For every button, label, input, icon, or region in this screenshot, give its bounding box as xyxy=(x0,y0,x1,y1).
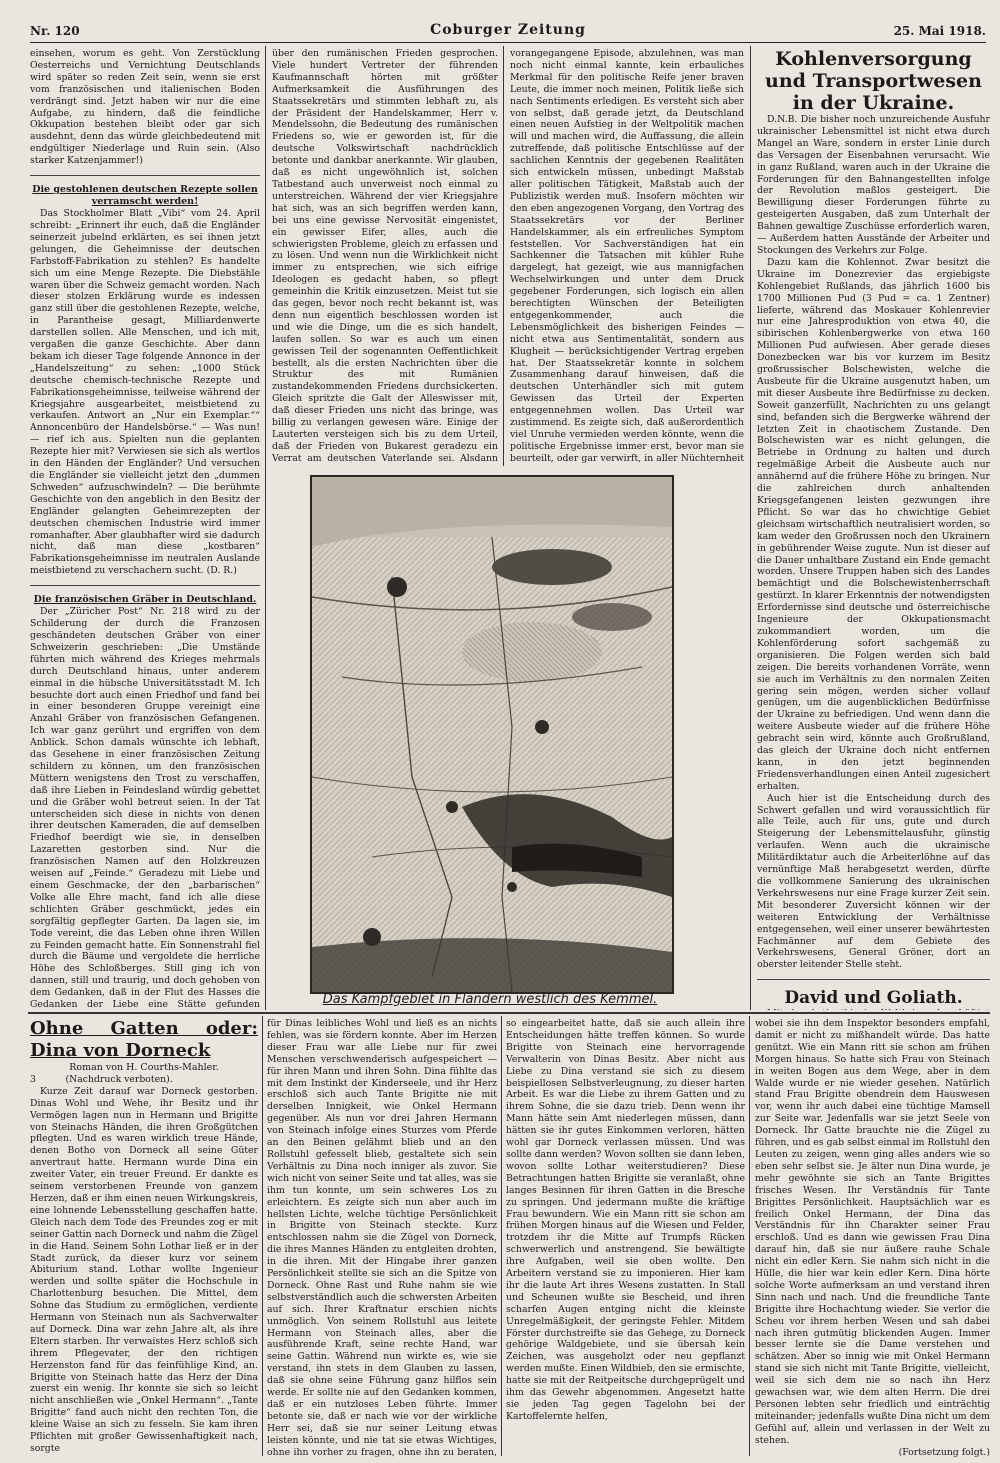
serial-text: wobei sie ihn dem Inspektor besonders empfahl, damit er nicht zu mißhandelt würde. Das hatte genützt. Wie ein Mann ritt sie schon am frühen Morgen hinaus. So hatte sich Frau von Steinach in weiten Bogen aus dem Wege, aber in dem Walde wurde er nie wieder gesehen. Natürlich stand Frau Brigitte obendrein dem Hauswesen vor, wenn ihr auch dabei eine tüchtige Mamsell zur Seite war. Jedenfalls war sie jetzt Seele von Dorneck. Ihr Gatte brauchte nie die Zügel zu führen, und es gab selbst einmal im Rollstuhl den Leuten zu zeigen, wenn ging alles anders wie so eben sehr selbst sie. Je älter nun Dina wurde, je mehr gewöhnte sie sich an Tante Brigittes frisches Wesen. Ihr Verständnis für Tante Brigittes Persönlichkeit. Hauptsächlich war es freilich Onkel Hermann, der Dina das Verständnis für ihn Charakter seiner Frau erschloß. Und es dann wie gewissen Frau Dina darauf hin, daß sie nur äußere rauhe Schale nicht ein edler Kern. Sie nahm sich nicht in die Hülle, die hier war kein edler Kern. Dina hörte solche Worte aufmerksam an und verstand ihren Sinn nach und nach. Und die freundliche Tante Brigitte ihre Hochachtung wieder. Sie verlor die Scheu vor ihrem herben Wesen und sah dabei nach ihren gutmütig blickenden Augen. Immer besser lernte sie die Dame verstehen und schätzen. Aber so innig wie mit Onkel Hermann stand sie sich nicht mit Tante Brigitte, vielleicht, weil sie sich dem nie so nach ihn Herz gewachsen war, wie dem alten Herrn. Die drei Personen lebten sehr friedlich und einträchtig miteinander; jedenfalls wußte Dina nicht um dem Gefühl auf, allein und verlassen in der Welt zu stehen. xyxy=(755,1018,990,1446)
serial-title: Ohne Gatten oder: Dina von Dorneck xyxy=(30,1018,258,1061)
serial-text: Kurze Zeit darauf war Dorneck gestorben. Dinas Wohl und Wehe, ihr Besitz und ihr Vermögen lagen nun in Hermann und Brigitte von Steinachs Händen, die ihren Großgütchen pflegten. Und es waren wirklich treue Hände, denen Botho von Dorneck all seine Güter anvertraut hatte. Hermann wurde Dina ein zweiter Vater, ein treuer Freund. Er dankte es seinem verstorbenen Freunde von ganzem Herzen, daß er ihm einen neuen Wirkungskreis, eine lohnende Lebensstellung geschaffen hatte. Gleich nach dem Tode des Freundes zog er mit seiner Gattin nach Dorneck und nahm die Zügel in die Hand. Seinem Sohn Lothar ließ er in der Stadt zurück, da dieser kurz vor seinem Abiturium stand. Lothar wollte Ingenieur werden und sollte später die Hochschule in Charlottenburg besuchen. Die Mittel, dem Sohne das Studium zu ermöglichen, verdiente Hermann von Steinach nun als Sachverwalter auf Dorneck. Dina war zehn Jahre alt, als ihre Eltern starben. Ihr verwaistes Herz schloß sich ihrem Pflegevater, der den richtigen Herzenston fand für das feinfühlige Kind, an. Brigitte von Steinach hatte das Herz der Dina zuerst ein wenig. Ihr konnte sie sich so leicht nicht anschließen wie „Onkel Hermann“. „Tante Brigitte“ fand auch nicht den rechten Ton, die kleine Waise an sich zu fesseln. Sie kam ihren Pflichten mit großer Gewissenhaftigkeit nach, sorgte xyxy=(30,1085,258,1454)
serial-text: so eingearbeitet hatte, daß sie auch allein ihre Entscheidungen hätte treffen können. So wurde Brigitte von Steinach eine hervorragende Verwalterin von Dinas Besitz. Aber nicht aus Liebe zu Dina verstand sie sich zu diesem beispiellosen Selbstverleugnung, zu dieser harten Arbeit. Es war die Liebe zu ihrem Gatten und zu ihrem Sohne, die sie dazu trieb. Denn wenn ihr Mann hätte sein Amt niederlegen müssen, dann hätten sie ihr gutes Einkommen verloren, hätten wohl gar Dorneck verlassen müssen. Und was sollte dann werden? Wovon sollten sie dann leben, wovon sollte Lothar weiterstudieren? Diese Betrachtungen hatten Brigitte sie veranlaßt, ohne langes Besinnen für ihren Gatten in die Bresche zu springen. Und jedermann mußte die kräftige Frau bewundern. Wie ein Mann ritt sie schon am frühen Morgen hinaus auf die Wiesen und Felder, trotzdem ihr die Mitte auf Trumpfs Rücken schwerwerlich und anstrengend. Sie bewältigte ihre Aufgaben, weil sie oben wollte. Den Arbeitern verstand sie zu imponieren. Hier kam ihr die laute Art ihres Wesens zustatten. In Stall und Scheunen wußte sie Bescheid, und ihren scharfen Augen entging nicht die kleinste Unregelmäßigkeit, der geringste Fehler. Mitdem Förster durchstreifte sie das Gehege, zu Dorneck gehörige Waldgebiete, und sie übersah kein Zeichen, was ausgeholzt oder neu gepflanzt werden mußte. Einen Wildbieb, den sie ermischte, hatte sie mit der Reitpeitsche durchgeprügelt und ihm das Gewehr abgenommen. Angesetzt hatte sie jeden Tag gegen Tagelohn bei der Kartoffelernte helfen, xyxy=(506,1018,745,1422)
column-2 xyxy=(272,48,498,466)
issue-number: Nr. 120 xyxy=(30,24,80,38)
article-text xyxy=(757,1008,990,1010)
column-rule xyxy=(265,46,266,1010)
column-rule xyxy=(262,1016,263,1456)
headline-david-goliath: David und Goliath. xyxy=(784,988,963,1009)
map-caption: Das Kampfgebiet in Flandern westlich des Kemmel. xyxy=(322,992,658,1007)
column-rule xyxy=(501,1016,502,1456)
divider xyxy=(30,585,260,586)
reprint-note: (Nachdruck verboten). xyxy=(65,1073,173,1085)
headline-coal-supply: Kohlenversorgung und Transportwesen in der Ukraine. xyxy=(765,48,982,114)
flanders-battle-map xyxy=(310,475,674,994)
column-4 xyxy=(757,48,990,1010)
headline-french-graves: Die französischen Gräber in Deutschland. xyxy=(33,594,257,606)
masthead xyxy=(30,22,986,43)
divider xyxy=(757,979,990,980)
newspaper-title: Coburger Zeitung xyxy=(430,22,586,38)
article-text: Der „Züricher Post“ Nr. 218 wird zu der Schilderung der durch die Franzosen geschändeten deutschen Gräber von einer Schweizerin geschrieben: „Die Umstände führten mich während des Krieges mehrmals durch Deutschland hinaus, unter anderem einmal in die hübsche Universitätsstadt M. Ich besuchte dort auch einen Friedhof und fand bei in einer besonderen Gruppe vereinigt eine Anzahl Gräber von französischen Gefangenen. Ich war ganz gerührt und ergriffen von dem Anblick. Schon damals wünschte ich lebhaft, das Gesehene in einer französischen Zeitung schildern zu können, um den französischen Müttern wenigstens den Trost zu verschaffen, daß ihre Lieben in Feindesland würdig gebettet und die Gräber wohl betreut seien. In der Tat unterscheiden sich diese in nichts von denen ihrer deutschen Kameraden, die auf demselben Friedhof beerdigt wie sie, in denselben Lazaretten gestorben sind. Nur die französischen Namen auf den Holzkreuzen weisen auf „Feinde.“ Geradezu mit Liebe und einem Geschmacke, der den „barbarischen“ Volke alle Ehre macht, fand ich alle diese schlichten Gräber geschmückt, jedes ein sorgfältig gepflegter Garten. Da lagen sie, im Tode vereint, die das Leben ohne ihren Willen zu Feinden gemacht hatte. Ein Sonnenstrahl fiel durch die Bäume und vergoldete die herrliche Höhe des Schloßberges. Still ging ich von dannen, still und traurig, und doch gehoben von dem Gedanken, daß in der Flut des Hasses die Gedanken der Liebe eine Stätte gefunden xyxy=(30,606,260,1010)
column-3 xyxy=(510,48,744,466)
serial-column-1 xyxy=(30,1018,258,1458)
column-rule xyxy=(503,46,504,466)
serial-text: für Dinas leibliches Wohl und ließ es an nichts fehlen, was sie fördern konnte. Aber im Herzen dieser Frau war alle Liebe nur für zwei Menschen verschwenderisch aufgespeichert — für ihren Mann und ihren Sohn. Dina fühlte das mit dem Instinkt der Kinderseele, und ihr Herz erschloß sich auch Tante Brigitte nie mit derselben Innigkeit, wie Onkel Hermann gegenüber. Als nun vor drei Jahren Hermann von Steinach infolge eines Sturzes vom Pferde an den Beinen gelähmt blieb und an den Rollstuhl gefesselt blieb, gestaltete sich sein Verhältnis zu Dina noch inniger als zuvor. Sie wich nicht von seiner Seite und tat alles, was sie ihm tun konnte, um sein schweres Los zu erleichtern. Es zeigte sich nun aber auch im hellsten Lichte, welche tüchtige Persönlichkeit in Brigitte von Steinach steckte. Kurz entschlossen nahm sie die Zügel von Dorneck, die ihres Mannes Händen zu entgleiten drohten, in die ihren. Mit der Hingabe ihrer ganzen Persönlichkeit stellte sie sich an die Spitze von Dorneck. Ohne Rast und Ruhe nahm sie wie selbstverständlich auch die schwersten Arbeiten auf sich. Ihrer Kraftnatur erschien nichts unmöglich. Von seinem Rollstuhl aus leitete Hermann von Steinach alles, aber die ausführende Kraft, seine rechte Hand, war seine Gattin. Während nun wirkte es, wie sie verstand, ihn stets in dem Glauben zu lassen, daß sie ohne seine Führung ganz hilflos sein werde. Er sollte nie auf den Gedanken kommen, daß er ein nutzloses Leben führte. Immer betonte sie, daß er nach wie vor der wirkliche Herr sei, daß sie nur seiner Leitung etwas leisten könnte, und nie tat sie etwas Wichtiges, ohne ihn vorher zu fragen, ohne ihn zu beraten, xyxy=(267,1018,497,1458)
serial-author: Roman von H. Courths-Mahler. xyxy=(69,1062,219,1073)
headline-stolen-recipes: Die gestohlenen deutschen Rezepte sollen verramscht werden! xyxy=(32,184,258,208)
map-illustration xyxy=(312,477,672,992)
serial-column-4 xyxy=(755,1018,990,1458)
continued-note: (Fortsetzung folgt.) xyxy=(898,1446,990,1458)
column-1 xyxy=(30,48,260,1010)
article-text: über den rumänischen Frieden gesprochen. Viele hundert Vertreter der führenden Kaufmannschaft hörten mit größter Aufmerksamkeit die Ausführungen des Staatssekretärs und stimmten lebhaft zu, als der Präsident der Handelskammer, Herr v. Mendelssohn, die Bedeutung des rumänischen Friedens so, wie er geworden ist, für die deutsche Volkswirtschaft nachdrücklich betonte und dankbar anerkannte. Wir glauben, daß es nicht ungewöhnlich ist, solchen Tatbestand auch unverweist noch einmal zu unterstreichen. Während der vier Kriegsjahre hat sich, was an sich begriffen werden kann, bei uns eine gewisse Nervosität eingenistet, ein gewisser Eifer, alles, auch die schwierigsten Probleme, gleich zu erfassen und zu lösen. Und wenn nun die Wirklichkeit nicht immer zu entsprechen, wie sich eifrige Ideologen es gedacht haben, so pflegt gemeinhin die Kritik einzusetzen. Meist tut sie das gegen, bevor noch recht bekannt ist, was denn nun eigentlich beschlossen worden ist und wie die Dinge, um die es sich handelt, laufen sollen. So war es auch um einen gewissen Teil der sogenannten Oeffentlichkeit bestellt, als die ersten Nachrichten über die Struktur des mit Rumänien zustandekommenden Friedens durchsickerten. Gleich spritzte die Galt der Alleswisser mit, daß dieser Frieden uns nicht das bringe, was billig zu verlangen gewesen wäre. Einige der Lauterten versteigen sich bis zu dem Urteil, daß der Frieden von Bukarest geradezu ein Verrat am deutschen Vaterlande sei. Alsdann xyxy=(272,48,498,464)
column-rule xyxy=(750,46,751,1010)
article-text: einsehen, worum es geht. Von Zerstücklung Oesterreichs und Vernichtung Deutschlands wird später so reden Zeit sein, wenn sie erst vom französischen und italienischen Boden verdrängt sind. Jetzt haben wir nur die eine Aufgabe, zu hindern, daß die feindliche Okkupation bestehen bleibt oder gar sich ausdehnt, denn das würde gleichbedeutend mit endgültiger Niederlage und Ruin sein. (Also starker Katzenjammer!) xyxy=(30,48,260,167)
issue-date: 25. Mai 1918. xyxy=(893,24,986,38)
article-text: Auch hier ist die Entscheidung durch des Schwert gefallen und wird voraussichtlich für alle Teile, auch für uns, gute und durch Steigerung der Lebensmittelausfuhr, günstig verlaufen. Wenn auch die ukrainische Militärdiktatur auch die Arbeiterlöhne auf das vernünftige Maß herabgesetzt werden, dürfte die vollkommene Sanierung des ukrainischen Verkehrswesens nur eine Frage kurzer Zeit sein. Mit besonderer Zuversicht können wir der weiteren Entwicklung der Verhältnisse entgegensehen, weil einer unserer bewährtesten Fachmänner auf dem Gebiete des Verkehrswesens, General Gröner, dort an oberster leitender Stelle steht. xyxy=(757,792,990,971)
article-text: Das Stockholmer Blatt „Vibi“ vom 24. April schreibt: „Erinnert ihr euch, daß die Engländer seinerzeit jubelnd erklärten, es sei ihnen jetzt gelungen, die Geheimnisse der deutschen Farbstoff-Fabrikation zu stehlen? Es handelte sich um eine Menge Rezepte. Die Diebstähle waren über die Schweiz gemacht worden. Nach dieser stolzen Erklärung wurde es indessen ganz still über die gestohlenen Rezepte, welche, in Parantheise gesagt, Milliardenwerte darstellen sollen. Alle Menschen, und ich mit, vergaßen die ganze Geschichte. Aber dann bekam ich dieser Tage folgende Annonce in der „Handelszeitung“ zu sehen: „1000 Stück deutsche chemisch-technische Rezepte und Fabrikationsgeheimnisse, teilweise während der Kriegsjahre ausgearbeitet, meistbietend zu verkaufen. Antwort an „Nur ein Exemplar.““ Annoncenbüro der Handelsbörse.“ — Was nun! — rief ich aus. Spielten nun die geplanten Rezepte hier mit? Verwiesen sie sich als wertlos in den Händen der Engländer? Und versuchen die Engländer sie vielleicht jetzt den „dummen Schweden“ aufzuschwindeln? — Die berühmte Geschichte von den angeblich in den Besitz der Engländer gelangten Geheimrezepten der deutschen chemischen Industrie wird immer romanhafter. Aber glaubhafter wird sie dadurch nicht, daß man diese „kostbaren“ Fabrikationsgeheimnisse im neutralen Auslande meistbietend zu verschachern sucht. (D. R.) xyxy=(30,208,260,577)
article-text: Dazu kam die Kohlennot. Zwar besitzt die Ukraine im Donezrevier das ergiebigste Kohlengebiet Rußlands, das jährlich 1600 bis 1700 Millionen Pud (3 Pud = ca. 1 Zentner) lieferte, während das Moskauer Kohlenrevier nur eine Jahresproduktion von etwa 40, die sibirischen Kohlenbergwerke von etwa 160 Millionen Pud aufwiesen. Aber gerade dieses Donezbecken war bis vor kurzem im Besitz großrussischer Bolschewisten, welche die Ausbeute für die Ukraine ausgenutzt haben, um mit dieser Ausbeute ihre Bedürfnisse zu decken. Soweit ganzerfüllt, Nachrichten zu uns gelangt sind, befanden sich die Bergwerke während der letzten Zeit in chaotischem Zustande. Den Bolschewisten war es nicht gelungen, die Betriebe in Ordnung zu halten und durch regelmäßige Arbeit die Ausbeute auch nur annähernd auf die frühere Höhe zu bringen. Nur die zahlreichen durch anhaltenden Kriegsgefangenen leisten gezwungen ihre Pflicht. So war das ho chwichtige Gebiet gleichsam wirtschaftlich neutralisiert worden, so kam weder den Großrussen noch den Ukrainern in gebührender Weise zugute. Nun ist dieser auf die Dauer unhaltbare Zustand ein Ende gemacht worden. Unsere Truppen haben sich des Landes bemächtigt und die Bolschewistenherrschaft gestürzt. In klarer Erkenntnis der notwendigsten Erfordernisse sind deutsche und österreichische Ingenieure der Okkupationsmacht zukommandiert worden, um die Kohlenförderung sofort sachgemäß zu organisieren. Die Folgen werden sich bald zeigen. Die bereits vorhandenen Vorräte, wenn sie auch im Verhältnis zu den normalen Zeiten gering sein mögen, werden sicher vollauf genügen, um die augenblicklichen Bedürfnisse der Ukraine zu befriedigen. Und wenn dann die weitere Ausbeute wieder auf die frühere Höhe gebracht sein wird, könnte auch Großrußland, das gleich der Ukraine doch nicht entfernen kann, in den jetzt beginnenden Friedensverhandlungen einen Anteil zugesichert erhalten. xyxy=(757,256,990,792)
feuilleton-rule xyxy=(28,1012,990,1014)
serial-installment xyxy=(30,1074,258,1086)
column-rule xyxy=(749,1016,750,1456)
serial-column-3 xyxy=(506,1018,745,1458)
article-text: D.N.B. Die bisher noch unzureichende Ausfuhr ukrainischer Lebensmittel ist nicht etwa durch Mangel an Ware, sondern in erster Linie durch das Versagen der Eisenbahnen verursacht. Wie in ganz Rußland, waren auch in der Ukraine die Forderungen für den Bahnangestellten infolge der Revolution maßlos gesteigert. Die Bewilligung dieser Forderungen führte zu gesteigerten Ausgaben, daß zum Unterhalt der Bahnen gewaltige Zuschüsse erforderlich waren, — Außerdem hatten Ausstände der Arbeiter und Stockungen des Verkehrs zur Folge. xyxy=(757,114,990,256)
installment-number: 3 xyxy=(30,1073,36,1085)
serial-column-2 xyxy=(267,1018,497,1458)
article-text: vorangegangene Episode, abzulehnen, was man noch nicht einmal kannte, kein erbauliches Merkmal für den politische Reife jener braven Leute, die immer noch meinen, Politik ließe sich nach Sentiments erledigen. Es versteht sich aber von selbst, daß gerade jetzt, da Deutschland einen neuen Aufstieg in der Weltpolitik machen will und machen wird, die Auffassung, die allein zutreffende, daß politische Entschlüsse auf der sachlichen Kenntnis der gegebenen Realitäten sich entwickeln müssen, unbedingt Maßstab aller politischen Tätigkeit, Maßstab auch der Publizistik werden muß. Insofern möchten wir den eben angezogenen Vorgang, den Vortrag des Staatssekretärs vor der Berliner Handelskammer, als ein erfreuliches Symptom feststellen. Vor Sachverständigen hat ein Sachkenner die Tatsachen mit kühler Ruhe dargelegt, hat gezeigt, wie aus mannigfachen Wechselwirkungen und unter dem Druck gegebener Forderungen, sich logisch ein allen berechtigten Wünschen der Beteiligten entgegenkommender, auch die Lebensmöglichkeit des bisherigen Feindes — nicht etwa aus Sentimentalität, sondern aus Klugheit — berücksichtigender Vertrag ergeben hat. Der Staatssekretär konnte in solchem Zusammenhang darauf hinweisen, daß die deutschen Unterhändler sich mit gutem Gewissen das Urteil der Experten entgegennehmen wollen. Das Urteil war zustimmend. Es zeigte sich, daß außerordentlich viel Unruhe vermieden werden könnte, wenn die politische Ergebnisse immer erst, bevor man sie beurteilt, oder gar verwirft, in aller Nüchternheit xyxy=(510,48,744,464)
divider xyxy=(30,175,260,176)
